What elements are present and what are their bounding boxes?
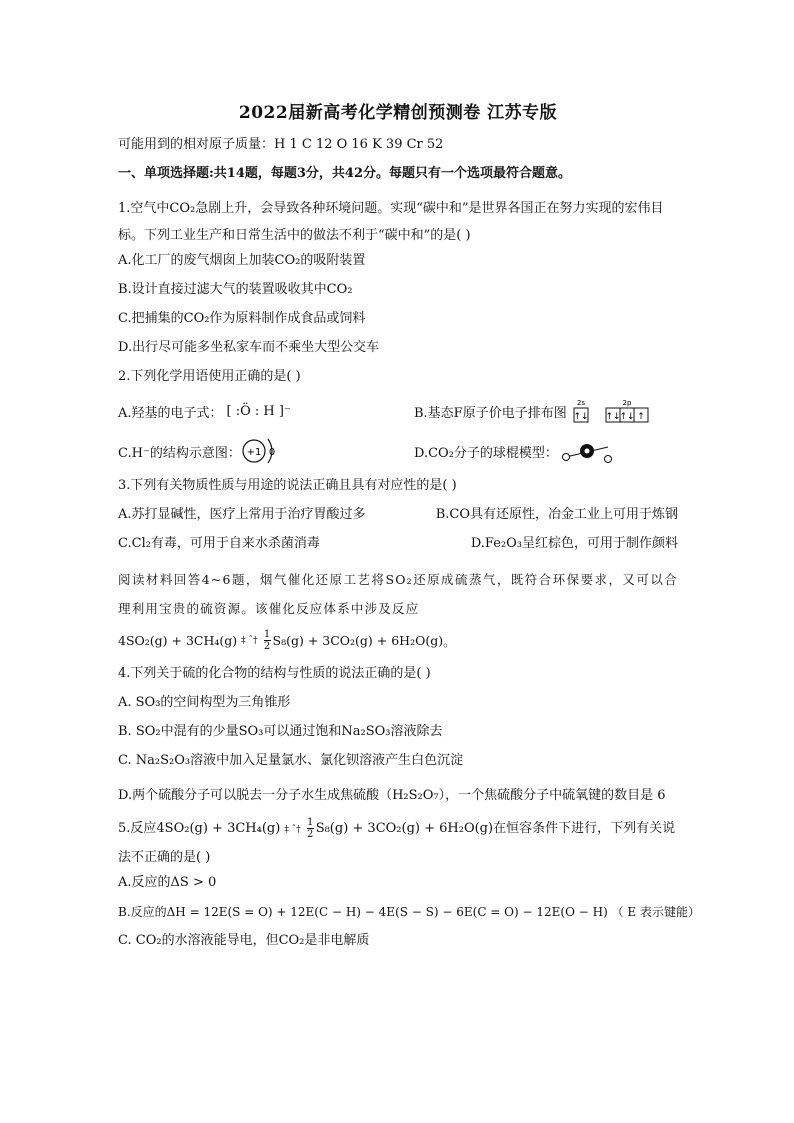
hydride-structure-diagram xyxy=(241,436,281,466)
exam-title: 2022届新高考化学精创预测卷 江苏专版 xyxy=(238,103,558,123)
q1-option-b: B.设计直接过滤大气的装置吸收其中CO₂ xyxy=(118,282,353,297)
q4-stem: 4.下列关于硫的化合物的结构与性质的说法正确的是( ) xyxy=(118,666,431,681)
reaction-equation xyxy=(118,629,678,652)
oxygen-atom-left xyxy=(562,454,569,461)
nucleus-charge: +1 xyxy=(246,447,262,458)
q2-row-cd xyxy=(118,436,678,466)
q1-option-a: A.化工厂的废气烟囱上加装CO₂的吸附装置 xyxy=(118,253,366,268)
fraction-denominator: 2 xyxy=(263,641,271,652)
q2-row-ab xyxy=(118,398,678,424)
q5-option-c: C. CO₂的水溶液能导电，但CO₂是非电解质 xyxy=(118,933,370,948)
atomic-mass-line: 可能用到的相对原子质量：H 1 C 12 O 16 K 39 Cr 52 xyxy=(118,137,444,152)
q5-fraction-numerator: 1 xyxy=(307,817,314,828)
q4-option-a: A. SO₃的空间构型为三角锥形 xyxy=(118,695,291,710)
q5-reaction-right: S₈(g) + 3CO₂(g) + 6H₂O(g) xyxy=(315,821,494,836)
q5-fraction-denominator: 2 xyxy=(307,829,314,840)
q4-option-c: C. Na₂S₂O₃溶液中加入足量氯水、氯化钡溶液产生白色沉淀 xyxy=(118,753,464,768)
q2-d-label: D.CO₂分子的球棍模型： xyxy=(414,445,558,461)
q5-option-a: A.反应的ΔS > 0 xyxy=(118,875,217,890)
q3-option-a: A.苏打显碱性，医疗上常用于治疗胃酸过多 xyxy=(118,507,366,522)
q3-option-d: D.Fe₂O₃呈红棕色，可用于制作颜料 xyxy=(470,536,678,551)
exam-page xyxy=(118,98,700,962)
reaction-end: 。 xyxy=(443,633,456,649)
oxygen-atom-right xyxy=(604,456,611,463)
reaction-reactants: 4SO₂(g) + 3CH₄(g) xyxy=(118,633,238,648)
q3-stem: 3.下列有关物质性质与用途的说法正确且具有对应性的是( ) xyxy=(118,478,457,493)
orbital-2p-electrons-2: ↑↓ xyxy=(619,412,635,422)
orbital-2s-label: 2s xyxy=(576,399,585,407)
q2-option-d xyxy=(414,439,616,463)
orbital-2p-label: 2p xyxy=(622,399,632,407)
q4-option-b: B. SO₂中混有的少量SO₃可以通过饱和Na₂SO₃溶液除去 xyxy=(118,724,443,739)
q1-stem: 1.空气中CO₂急剧上升，会导致各种环境问题。实现“碳中和”是世界各国正在努力实现的宏伟目标。下列工业生产和日常生活中的做法不利于“碳中和”的是( ) xyxy=(118,201,664,243)
q2-a-label: A.羟基的电子式： xyxy=(118,405,223,421)
reaction-arrow: ‡ ˆ† xyxy=(241,635,258,646)
q3-row-ab xyxy=(118,507,678,523)
q4-option-d: D.两个硫酸分子可以脱去一分子水生成焦硫酸（H₂S₂O₇），一个焦硫酸分子中硫氧键的数目是 6 xyxy=(118,788,666,803)
q2-b-label: B.基态F原子价电子排布图 xyxy=(414,405,567,421)
q3-option-c: C.Cl₂有毒，可用于自来水杀菌消毒 xyxy=(118,536,320,551)
reading-passage: 阅读材料回答4~6题，烟气催化还原工艺将SO₂还原成硫蒸气，既符合环保要求，又可以合理利用宝贵的硫资源。该催化反应体系中涉及反应 xyxy=(118,572,678,616)
q2-stem: 2.下列化学用语使用正确的是( ) xyxy=(118,369,301,384)
shell-electron-count: 0 xyxy=(268,447,276,458)
q2-c-label: C.H⁻的结构示意图： xyxy=(118,445,241,461)
carbon-atom-highlight xyxy=(584,449,589,454)
reaction-fraction xyxy=(264,629,271,652)
co2-ball-stick-model xyxy=(560,439,616,463)
q5-reaction-fraction xyxy=(307,817,314,840)
reaction-products: S₈(g) + 3CO₂(g) + 6H₂O(g) xyxy=(272,633,444,648)
q5-stem-pre: 5.反应 xyxy=(118,821,157,836)
q2-option-b xyxy=(414,397,655,425)
q1-option-d: D.出行尽可能多坐私家车而不乘坐大型公交车 xyxy=(118,340,380,355)
q2-a-formula: [ :Ö : H ]⁻ xyxy=(226,403,291,419)
orbital-diagram xyxy=(571,397,655,425)
q5-reaction-arrow: ‡ ˆ† xyxy=(284,825,301,835)
q5-option-b: B.反应的ΔH = 12E(S = O) + 12E(C − H) − 4E(S − S) − 6E(C = O) − 12E(O − H) （ E 表示键能） xyxy=(118,905,700,919)
q3-option-b: B.CO具有还原性，冶金工业上可用于炼钢 xyxy=(435,507,678,522)
q3-row-cd xyxy=(118,536,678,552)
section-heading: 一、单项选择题:共14题，每题3分，共42分。每题只有一个选项最符合题意。 xyxy=(118,166,572,181)
fraction-numerator: 1 xyxy=(263,629,271,640)
q2-option-c xyxy=(118,436,414,466)
q5-stem xyxy=(118,815,678,871)
orbital-2s-electrons: ↑↓ xyxy=(573,412,589,422)
orbital-2p-electrons-3: ↑ xyxy=(636,412,645,422)
q2-option-a xyxy=(118,402,414,421)
orbital-2p-electrons-1: ↑↓ xyxy=(605,412,621,422)
q5-reaction-left: 4SO₂(g) + 3CH₄(g) xyxy=(156,821,281,836)
q1-option-c: C.把捕集的CO₂作为原料制作成食品或饲料 xyxy=(118,311,366,326)
q5-stem-post: 在恒容条件下进行，下列有关说法不正确的是( ) xyxy=(118,821,676,865)
